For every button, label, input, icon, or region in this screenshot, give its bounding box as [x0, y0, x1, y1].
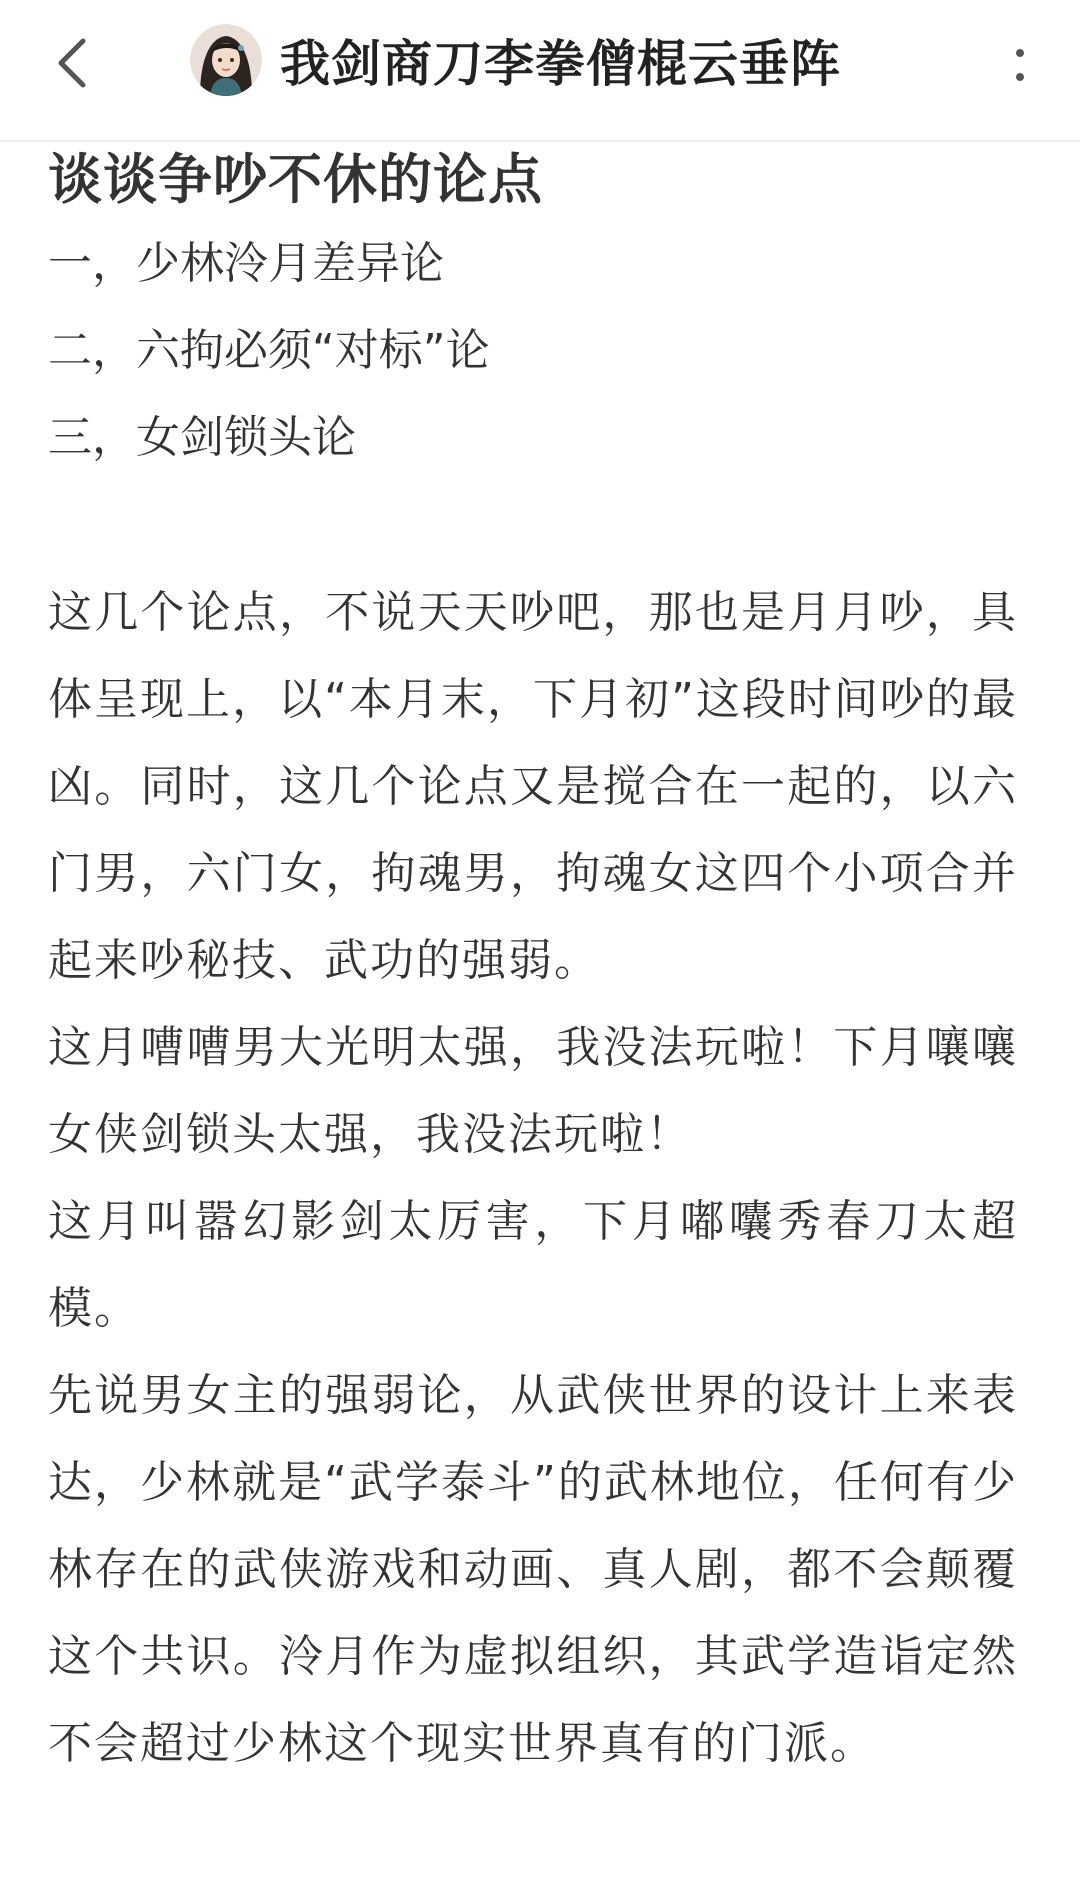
outline-item: 三，女剑锁头论 — [48, 412, 356, 463]
blank-line — [48, 481, 1018, 569]
outline-list — [48, 220, 1018, 481]
body-paragraph: 先说男女主的强弱论，从武侠世界的设计上来表达，少林就是“武学泰斗”的武林地位，任何有少林存在的武侠游戏和动画、真人剧，都不会颠覆这个共识。泠月作为虚拟组织，其武学造诣定然不会超过少林这个现实世界真有的门派。 — [48, 1370, 1018, 1769]
avatar — [190, 24, 262, 96]
more-vertical-icon — [1013, 45, 1027, 85]
post-title: 谈谈争吵不休的论点 — [48, 148, 543, 211]
top-navigation-bar — [0, 0, 1080, 142]
post-content — [48, 140, 1018, 1787]
outline-item: 二，六拘必须“对标”论 — [48, 325, 490, 376]
forum-header[interactable] — [190, 22, 841, 98]
body-paragraph: 这月嘈嘈男大光明太强，我没法玩啦！下月嚷嚷女侠剑锁头太强，我没法玩啦！ — [48, 1022, 1018, 1160]
more-options-button[interactable] — [992, 30, 1048, 100]
outline-item: 一，少林泠月差异论 — [48, 238, 444, 289]
forum-title: 我剑商刀李拳僧棍云垂阵 — [280, 35, 841, 93]
chevron-left-icon — [53, 35, 93, 91]
back-button[interactable] — [38, 28, 108, 98]
body-paragraph: 这几个论点，不说天天吵吧，那也是月月吵，具体呈现上，以“本月末，下月初”这段时间吵的最凶。同时，这几个论点又是搅合在一起的，以六门男，六门女，拘魂男，拘魂女这四个小项合并起来吵秘技、武功的强弱。 — [48, 587, 1018, 986]
body-paragraph: 这月叫嚣幻影剑太厉害，下月嘟囔秀春刀太超模。 — [48, 1196, 1018, 1334]
